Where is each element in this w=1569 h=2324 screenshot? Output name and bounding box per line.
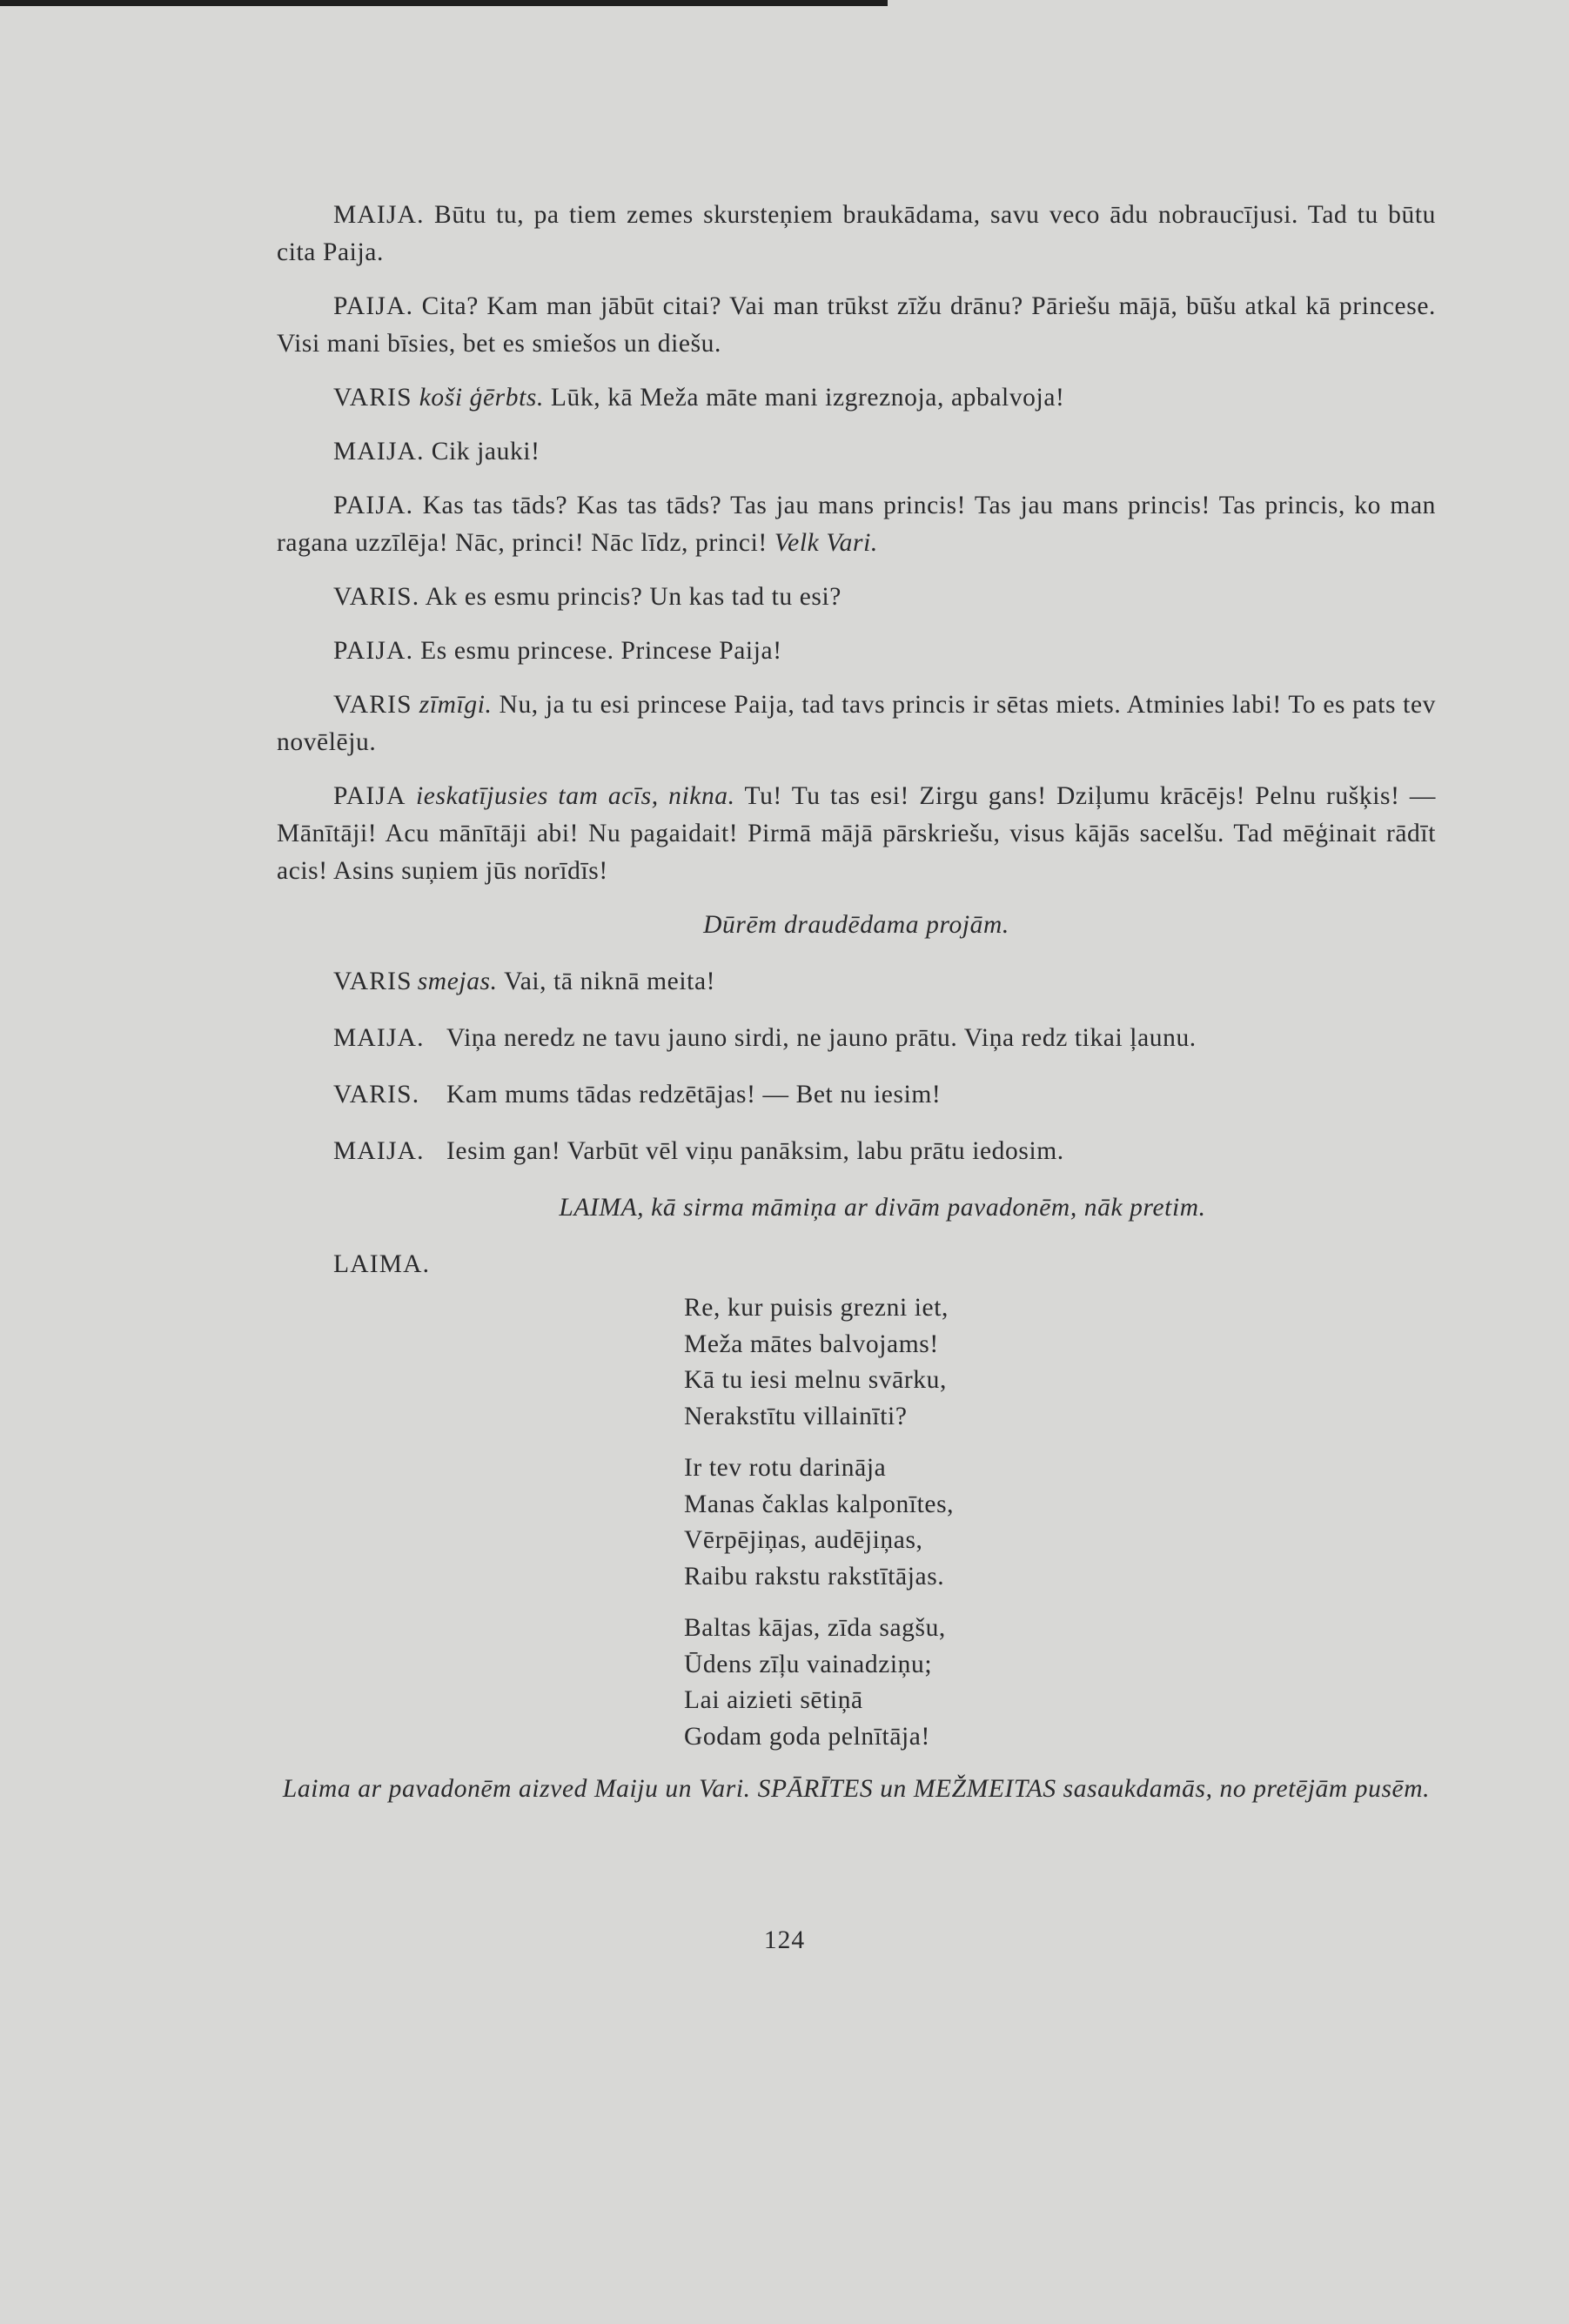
- page-body: [277, 197, 1436, 1808]
- speaker-name: VARIS: [333, 384, 412, 412]
- speaker-name: PAIJA.: [333, 292, 414, 320]
- stage-direction-inline: smejas.: [417, 968, 498, 995]
- dialogue-text: Būtu tu, pa tiem zemes skursteņiem braukādama, savu veco ādu nobraucījusi. Tad tu būtu cita Paija.: [277, 201, 1436, 266]
- speaker-name: MAIJA.: [333, 1024, 425, 1052]
- speaker-name: VARIS.: [333, 1081, 420, 1108]
- speaker-name: MAIJA.: [333, 201, 425, 229]
- stage-direction: LAIMA, kā sirma māmiņa ar divām pavadonēm, nāk pretim.: [559, 1194, 1206, 1222]
- dialogue-text: Lūk, kā Meža māte mani izgreznoja, apbalvoja!: [550, 384, 1065, 412]
- dialogue-text: Cik jauki!: [431, 438, 540, 465]
- verse-line: Lai aizieti sētiņā: [684, 1686, 863, 1714]
- speaker-name: PAIJA.: [333, 492, 414, 519]
- page-number: 124: [763, 1926, 806, 1954]
- verse-line: Raibu rakstu rakstītājas.: [684, 1562, 945, 1591]
- dialogue-text: Ak es esmu princis? Un kas tad tu esi?: [425, 583, 841, 611]
- speaker-name: VARIS.: [333, 583, 420, 611]
- speaker-name: PAIJA: [333, 782, 406, 810]
- dialogue-paragraph: [277, 778, 1436, 890]
- stage-direction-inline: Velk Vari.: [774, 529, 878, 557]
- verse-speaker: LAIMA.: [333, 1250, 431, 1278]
- speaker-name: MAIJA.: [333, 438, 425, 465]
- dialogue-paragraph: [277, 686, 1436, 761]
- dialogue-line: [333, 1133, 1436, 1170]
- dialogue-line: [333, 1076, 1436, 1114]
- dialogue-paragraph: [277, 579, 1436, 616]
- verse-line: Meža mātes balvojams!: [684, 1329, 939, 1358]
- dialogue-text: Tu! Tu tas esi! Zirgu gans! Dziļumu krācējs! Pelnu rušķis! — Mānītāji! Acu mānītāji abi! Nu pagaidait! Pirmā mājā pārskriešu, visus kājās sacelšu. Tad mēģinait rādīt acis! Asins suņiem jūs norīdīs!: [277, 782, 1436, 885]
- dialogue-line: [333, 1020, 1436, 1057]
- verse-line: Ūdens zīļu vainadziņu;: [684, 1650, 933, 1678]
- verse-stanza: [684, 1611, 1436, 1755]
- dialogue-paragraph: [277, 197, 1436, 271]
- verse-line: Re, kur puisis grezni iet,: [684, 1294, 949, 1322]
- dialogue-paragraph: [277, 379, 1436, 417]
- dialogue-text: Kas tas tāds? Kas tas tāds? Tas jau mans princis! Tas jau mans princis! Tas princis, ko man ragana uzzīlēja! Nāc, princi! Nāc līdz, princi!: [277, 492, 1436, 557]
- dialogue-text: Iesim gan! Varbūt vēl viņu panāksim, labu prātu iedosim.: [446, 1137, 1064, 1165]
- verse-line: Manas čaklas kalponītes,: [684, 1490, 955, 1518]
- speaker-name: VARIS: [333, 691, 412, 719]
- dialogue-paragraph: [277, 433, 1436, 471]
- speaker-name: PAIJA.: [333, 637, 414, 665]
- dialogue-text: Kam mums tādas redzētājas! — Bet nu iesim!: [446, 1081, 942, 1108]
- verse-line: Vērpējiņas, audējiņas,: [684, 1526, 923, 1554]
- dialogue-text: Vai, tā niknā meita!: [504, 968, 716, 995]
- verse-line: Baltas kājas, zīda sagšu,: [684, 1614, 946, 1642]
- speaker-name: VARIS: [333, 968, 412, 995]
- stage-direction-inline: koši ģērbts.: [419, 384, 544, 412]
- verse-line: Kā tu iesi melnu svārku,: [684, 1366, 947, 1394]
- scan-top-edge: [0, 0, 888, 6]
- dialogue-line: [333, 963, 1436, 1001]
- dialogue-text: Nu, ja tu esi princese Paija, tad tavs princis ir sētas miets. Atminies labi! To es pats tev novēlēju.: [277, 691, 1436, 756]
- dialogue-paragraph: [277, 487, 1436, 562]
- speaker-name: MAIJA.: [333, 1137, 425, 1165]
- verse-line: Ir tev rotu darināja: [684, 1454, 887, 1482]
- closing-stage-direction: Laima ar pavadonēm aizved Maiju un Vari. SPĀRĪTES un MEŽMEITAS sasaukdamās, no pretējām pusēm.: [282, 1775, 1431, 1803]
- dialogue-paragraph: [277, 288, 1436, 363]
- dialogue-text: Cita? Kam man jābūt citai? Vai man trūkst zīžu drānu? Pāriešu mājā, būšu atkal kā princese. Visi mani bīsies, bet es smiešos un diešu.: [277, 292, 1436, 358]
- verse-line: Godam goda pelnītāja!: [684, 1722, 930, 1751]
- verse-stanza: [684, 1450, 1436, 1595]
- stage-direction: Dūrēm draudēdama projām.: [703, 911, 1009, 939]
- verse-line: Nerakstītu villainīti?: [684, 1402, 908, 1430]
- verse-stanza: [684, 1290, 1436, 1435]
- dialogue-paragraph: [277, 633, 1436, 670]
- dialogue-text: Es esmu princese. Princese Paija!: [420, 637, 782, 665]
- dialogue-text: Viņa neredz ne tavu jauno sirdi, ne jauno prātu. Viņa redz tikai ļaunu.: [446, 1024, 1197, 1052]
- stage-direction-inline: ieskatījusies tam acīs, nikna.: [416, 782, 735, 810]
- stage-direction-inline: zīmīgi.: [419, 691, 493, 719]
